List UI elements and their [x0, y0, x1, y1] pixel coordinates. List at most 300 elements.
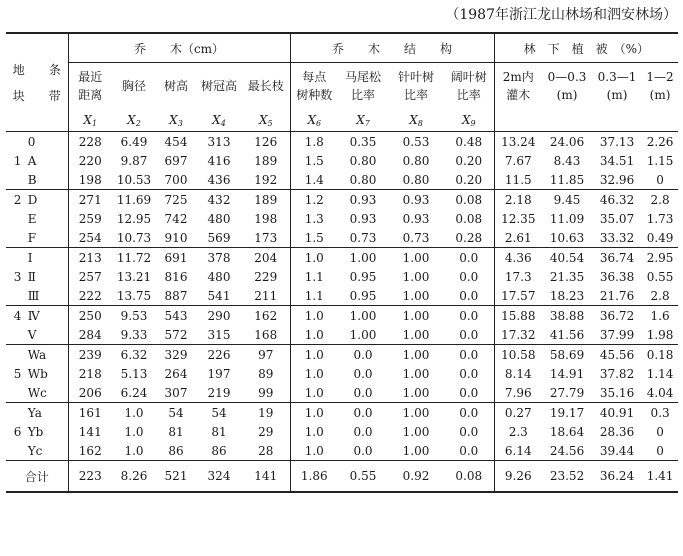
table-cell: 1.00 — [388, 383, 444, 403]
table-cell: 0.80 — [402, 153, 430, 168]
table-cell: 1.0 — [290, 383, 338, 403]
table-cell: 18.64 — [549, 424, 585, 439]
table-cell: 0.08 — [444, 190, 494, 210]
column-header-line1: 2m内 — [502, 70, 534, 84]
row-label — [6, 248, 68, 268]
table-cell: 34.51 — [599, 153, 635, 168]
column-symbol: $X_3$ — [156, 109, 196, 132]
table-cell: 257 — [78, 269, 102, 284]
table-cell: 21.35 — [549, 269, 585, 284]
block-number: 5 — [13, 366, 22, 381]
table-row — [6, 461, 678, 493]
table-cell: 206 — [68, 383, 112, 403]
column-header-line2: (m) — [606, 88, 628, 102]
table-cell: 189 — [242, 190, 290, 210]
table-row — [6, 286, 678, 306]
table-cell: 259 — [78, 211, 102, 226]
table-cell: 189 — [242, 151, 290, 170]
table-cell: 1.00 — [402, 269, 430, 284]
table-cell: 2.18 — [504, 192, 532, 207]
table-cell: 162 — [242, 306, 290, 326]
table-cell: 11.69 — [116, 192, 152, 207]
table-cell: 21.76 — [592, 286, 642, 306]
table-cell: 1.00 — [402, 366, 430, 381]
table-cell: 271 — [78, 192, 102, 207]
table-cell: 0.0 — [444, 403, 494, 423]
row-label — [6, 441, 68, 461]
table-cell: 0 — [656, 424, 664, 439]
table-cell: 197 — [207, 366, 231, 381]
table-cell: 816 — [164, 269, 188, 284]
table-cell: 27.79 — [542, 383, 592, 403]
table-cell: 7.96 — [494, 383, 542, 403]
table-cell: 324 — [196, 461, 242, 493]
strip-id: Ⅰ — [27, 250, 33, 265]
table-cell: 0.93 — [349, 211, 377, 226]
table-cell: 15.88 — [501, 308, 536, 323]
table-cell: 1.6 — [650, 308, 670, 323]
table-cell: 2.3 — [508, 424, 528, 439]
table-cell: 0.80 — [388, 170, 444, 190]
table-cell: 10.63 — [542, 228, 592, 248]
table-cell: 0.0 — [444, 383, 494, 403]
column-header-line1: 针叶树 — [398, 70, 435, 84]
table-row — [6, 170, 678, 190]
table-cell: 0 — [642, 170, 678, 190]
column-header-line1: 树高 — [163, 79, 188, 93]
row-label — [6, 403, 68, 423]
table-cell: 10.53 — [112, 170, 156, 190]
table-cell: 1.86 — [290, 461, 338, 493]
table-row — [6, 422, 678, 441]
strip-id: A — [27, 153, 37, 168]
row-label: 合计 — [6, 461, 68, 493]
table-cell: 0.0 — [444, 267, 494, 286]
row-label — [6, 306, 68, 326]
row-label — [6, 190, 68, 210]
table-cell: 313 — [207, 134, 231, 149]
column-header-line1: 0—0.3 — [547, 70, 587, 84]
column-symbol — [494, 109, 542, 132]
column-header — [542, 63, 592, 110]
table-cell: 19 — [242, 403, 290, 423]
table-cell: 162 — [68, 441, 112, 461]
block-number: 1 — [13, 153, 22, 168]
column-header-line2: (m) — [556, 88, 578, 102]
table-cell: 239 — [78, 347, 102, 362]
column-header — [112, 63, 156, 110]
table-cell: 432 — [207, 192, 231, 207]
table-cell: 4.04 — [642, 383, 678, 403]
table-cell: 86 — [156, 441, 196, 461]
table-cell: 416 — [207, 153, 231, 168]
table-cell: 436 — [196, 170, 242, 190]
strip-id: Ⅱ — [27, 269, 36, 284]
table-row — [6, 132, 678, 152]
table-cell: 222 — [68, 286, 112, 306]
column-header-line2: 比率 — [404, 88, 429, 102]
table-cell: 226 — [207, 347, 231, 362]
strip-id: D — [27, 192, 38, 207]
table-cell: 1.2 — [304, 192, 324, 207]
table-cell: 35.16 — [592, 383, 642, 403]
column-symbol — [592, 109, 642, 132]
table-cell: 1.00 — [388, 286, 444, 306]
table-cell: 1.00 — [388, 325, 444, 345]
column-header-line2: 树种数 — [296, 88, 333, 102]
column-header-line1: 树冠高 — [200, 79, 237, 93]
table-cell: 81 — [168, 424, 184, 439]
table-cell: 11.09 — [549, 211, 585, 226]
table-cell: 0.49 — [642, 228, 678, 248]
column-symbol: $X_6$ — [290, 109, 338, 132]
column-header-line1: 每点 — [302, 70, 327, 84]
row-label — [6, 286, 68, 306]
row-label — [6, 209, 68, 228]
column-header — [494, 63, 542, 110]
row-label — [6, 170, 68, 190]
table-cell: 1.3 — [304, 211, 324, 226]
table-cell: 1.5 — [290, 228, 338, 248]
table-cell: 17.3 — [504, 269, 532, 284]
table-cell: 23.52 — [542, 461, 592, 493]
table-cell: 329 — [164, 347, 188, 362]
table-cell: 521 — [156, 461, 196, 493]
column-symbol — [642, 109, 678, 132]
table-cell: 1.0 — [112, 441, 156, 461]
column-header — [290, 63, 338, 110]
table-cell: 0.35 — [349, 134, 377, 149]
table-cell: 211 — [242, 286, 290, 306]
table-cell: 0.0 — [444, 422, 494, 441]
row-header — [6, 33, 68, 132]
block-number: 4 — [13, 308, 22, 323]
table-cell: 1.0 — [124, 405, 144, 420]
column-symbol: $X_8$ — [388, 109, 444, 132]
table-cell: 0.48 — [444, 132, 494, 152]
table-cell: 1.41 — [642, 461, 678, 493]
table-cell: 40.91 — [599, 405, 635, 420]
table-cell: 32.96 — [592, 170, 642, 190]
table-cell: 58.69 — [549, 347, 585, 362]
table-cell: 1.00 — [338, 325, 388, 345]
table-cell: 38.88 — [549, 308, 585, 323]
table-cell: 0.0 — [353, 424, 373, 439]
table-cell: 0.0 — [444, 325, 494, 345]
strip-id: Ⅳ — [27, 308, 40, 323]
table-cell: 264 — [164, 366, 188, 381]
row-header-line1: 地 条 — [12, 62, 61, 77]
table-cell: 0.3 — [650, 405, 670, 420]
table-cell: 0.95 — [349, 269, 377, 284]
table-cell: 13.75 — [112, 286, 156, 306]
table-cell: 141 — [242, 461, 290, 493]
table-cell: 0.08 — [444, 209, 494, 228]
table-caption: （1987年浙江龙山林场和泗安林场） — [445, 7, 677, 23]
table-cell: 33.32 — [592, 228, 642, 248]
strip-id: B — [27, 172, 37, 187]
column-header-line2: 距离 — [78, 88, 103, 102]
column-header — [68, 63, 112, 110]
table-cell: 6.14 — [494, 441, 542, 461]
table-cell: 14.91 — [549, 366, 585, 381]
table-cell: 86 — [196, 441, 242, 461]
table-cell: 8.43 — [553, 153, 581, 168]
table-cell: 1.0 — [124, 424, 144, 439]
table-cell: 9.53 — [120, 308, 148, 323]
column-header-line1: 最长枝 — [247, 79, 284, 93]
table-cell: 0.18 — [646, 347, 674, 362]
table-cell: 17.32 — [494, 325, 542, 345]
table-cell: 290 — [207, 308, 231, 323]
table-cell: 6.49 — [120, 134, 148, 149]
table-cell: 1.00 — [402, 347, 430, 362]
table-cell: 0.0 — [353, 405, 373, 420]
table-cell: 161 — [78, 405, 102, 420]
table-cell: 1.0 — [304, 347, 324, 362]
column-header — [242, 63, 290, 110]
table-row — [6, 248, 678, 268]
table-cell: 17.57 — [494, 286, 542, 306]
row-label — [6, 364, 68, 383]
table-cell: 543 — [164, 308, 188, 323]
block-number: 3 — [13, 269, 22, 284]
table-row — [6, 190, 678, 210]
table-cell: 0.93 — [402, 211, 430, 226]
table-cell: 5.13 — [120, 366, 148, 381]
table-row — [6, 383, 678, 403]
table-cell: 1.14 — [646, 366, 674, 381]
table-cell: 141 — [78, 424, 102, 439]
table-row — [6, 267, 678, 286]
table-cell: 8.14 — [504, 366, 532, 381]
table-cell: 0.93 — [349, 192, 377, 207]
row-label — [6, 132, 68, 152]
table-cell: 9.26 — [494, 461, 542, 493]
table-row — [6, 441, 678, 461]
table-cell: 41.56 — [542, 325, 592, 345]
table-cell: 4.36 — [504, 250, 532, 265]
table-cell: 2.8 — [650, 192, 670, 207]
table-cell: 218 — [78, 366, 102, 381]
table-cell: 254 — [68, 228, 112, 248]
table-cell: 12.35 — [501, 211, 536, 226]
strip-id: Wb — [27, 366, 48, 381]
table-cell: 35.07 — [599, 211, 635, 226]
table-cell: 1.0 — [304, 366, 324, 381]
table-cell: 2.26 — [646, 134, 674, 149]
strip-id: Wc — [27, 385, 47, 400]
table-cell: 54 — [168, 405, 184, 420]
table-cell: 6.32 — [120, 347, 148, 362]
table-cell: 46.32 — [599, 192, 635, 207]
row-header-line2: 块 带 — [12, 88, 61, 103]
column-symbol: $X_9$ — [444, 109, 494, 132]
table-cell: 315 — [196, 325, 242, 345]
row-label — [6, 228, 68, 248]
table-cell: 19.17 — [549, 405, 585, 420]
table-cell: 250 — [78, 308, 102, 323]
table-cell: 39.44 — [592, 441, 642, 461]
column-header — [642, 63, 678, 110]
table-cell: 2.8 — [642, 286, 678, 306]
table-cell: 29 — [242, 422, 290, 441]
table-cell: 742 — [164, 211, 188, 226]
table-cell: 24.56 — [542, 441, 592, 461]
table-cell: 0.0 — [353, 366, 373, 381]
table-cell: 378 — [207, 250, 231, 265]
column-header — [388, 63, 444, 110]
column-header-line2: 比率 — [351, 88, 376, 102]
table-cell: 204 — [242, 248, 290, 268]
table-cell: 1.00 — [402, 405, 430, 420]
table-cell: 36.74 — [599, 250, 635, 265]
table-cell: 220 — [78, 153, 102, 168]
table-cell: 0.0 — [444, 364, 494, 383]
column-header-line2: 灌木 — [506, 88, 531, 102]
table-cell: 2.61 — [494, 228, 542, 248]
table-cell: 7.67 — [504, 153, 532, 168]
table-cell: 0.0 — [444, 306, 494, 326]
table-cell: 10.73 — [112, 228, 156, 248]
row-label — [6, 267, 68, 286]
table-cell: 1.98 — [642, 325, 678, 345]
table-cell: 1.73 — [646, 211, 674, 226]
table-cell: 1.00 — [349, 308, 377, 323]
table-cell: 1.1 — [304, 269, 324, 284]
row-label — [6, 345, 68, 365]
strip-id: Yb — [27, 424, 44, 439]
table-cell: 0.0 — [338, 383, 388, 403]
table-cell: 13.21 — [116, 269, 152, 284]
table-cell: 910 — [156, 228, 196, 248]
table-cell: 37.99 — [592, 325, 642, 345]
table-cell: 0.73 — [388, 228, 444, 248]
column-header-line1: 马尾松 — [345, 70, 382, 84]
column-header — [196, 63, 242, 110]
table-row — [6, 151, 678, 170]
table-cell: 168 — [242, 325, 290, 345]
column-header-line1: 阔叶树 — [450, 70, 487, 84]
table-cell: 454 — [164, 134, 188, 149]
table-cell: 1.0 — [290, 325, 338, 345]
column-symbol: $X_2$ — [112, 109, 156, 132]
table-cell: 0.20 — [444, 151, 494, 170]
table-row — [6, 403, 678, 423]
column-symbol: $X_1$ — [68, 109, 112, 132]
table-cell: 40.54 — [549, 250, 585, 265]
table-cell: 1.0 — [304, 308, 324, 323]
table-row — [6, 209, 678, 228]
group-structure-header: 乔 木 结 构 — [290, 33, 494, 63]
table-cell: 1.00 — [388, 441, 444, 461]
table-cell: 0.93 — [402, 192, 430, 207]
table-cell: 37.82 — [599, 366, 635, 381]
table-cell: 0.0 — [444, 248, 494, 268]
table-cell: 0.0 — [444, 286, 494, 306]
table-cell: 569 — [196, 228, 242, 248]
table-cell: 691 — [164, 250, 188, 265]
table-cell: 284 — [68, 325, 112, 345]
table-cell: 1.0 — [304, 250, 324, 265]
table-cell: 572 — [156, 325, 196, 345]
strip-id: Ⅲ — [27, 288, 40, 303]
table-cell: 13.24 — [501, 134, 536, 149]
table-cell: 0.95 — [338, 286, 388, 306]
strip-id: F — [27, 230, 37, 245]
table-cell: 11.72 — [116, 250, 152, 265]
table-cell: 307 — [156, 383, 196, 403]
strip-id: 0 — [27, 134, 36, 149]
column-header-line2: 比率 — [456, 88, 481, 102]
strip-id: Yc — [27, 443, 43, 458]
strip-id: Ⅴ — [27, 327, 37, 342]
block-number: 6 — [13, 424, 22, 439]
column-header-line1: 胸径 — [121, 79, 146, 93]
column-header — [338, 63, 388, 110]
table-cell: 36.38 — [599, 269, 635, 284]
table-cell: 223 — [68, 461, 112, 493]
table-row — [6, 325, 678, 345]
row-label — [6, 383, 68, 403]
table-cell: 0.27 — [504, 405, 532, 420]
strip-id: Wa — [27, 347, 47, 362]
column-header-line1: 最近 — [78, 70, 103, 84]
table-cell: 887 — [156, 286, 196, 306]
table-cell: 700 — [156, 170, 196, 190]
column-symbol: $X_5$ — [242, 109, 290, 132]
column-header-line1: 1—2 — [646, 70, 674, 84]
table-cell: 0.80 — [338, 170, 388, 190]
table-cell: 0.53 — [402, 134, 430, 149]
table-cell: 11.5 — [494, 170, 542, 190]
table-cell: 1.00 — [402, 250, 430, 265]
table-cell: 1.4 — [290, 170, 338, 190]
table-cell: 1.5 — [304, 153, 324, 168]
table-row — [6, 364, 678, 383]
table-cell: 9.87 — [120, 153, 148, 168]
column-symbol: $X_4$ — [196, 109, 242, 132]
table-cell: 28 — [242, 441, 290, 461]
table-row — [6, 306, 678, 326]
table-cell: 11.85 — [542, 170, 592, 190]
table-cell: 0 — [642, 441, 678, 461]
table-cell: 1.0 — [290, 441, 338, 461]
table-cell: 81 — [211, 424, 227, 439]
table-cell: 36.72 — [599, 308, 635, 323]
table-cell: 0.0 — [338, 441, 388, 461]
table-cell: 28.36 — [599, 424, 635, 439]
table-cell: 480 — [207, 211, 231, 226]
table-cell: 697 — [164, 153, 188, 168]
column-header — [156, 63, 196, 110]
table-cell: 18.23 — [542, 286, 592, 306]
table-cell: 219 — [196, 383, 242, 403]
block-number: 2 — [13, 192, 22, 207]
table-cell: 725 — [164, 192, 188, 207]
table-cell: 0.55 — [646, 269, 674, 284]
row-label — [6, 422, 68, 441]
table-cell: 0.73 — [338, 228, 388, 248]
table-cell: 0.0 — [353, 347, 373, 362]
data-table — [6, 32, 678, 493]
table-cell: 2.95 — [646, 250, 674, 265]
table-cell: 1.00 — [402, 308, 430, 323]
table-cell: 12.95 — [116, 211, 152, 226]
table-cell: 173 — [242, 228, 290, 248]
strip-id: E — [27, 211, 37, 226]
group-tree-header: 乔 木（cm） — [68, 33, 290, 63]
